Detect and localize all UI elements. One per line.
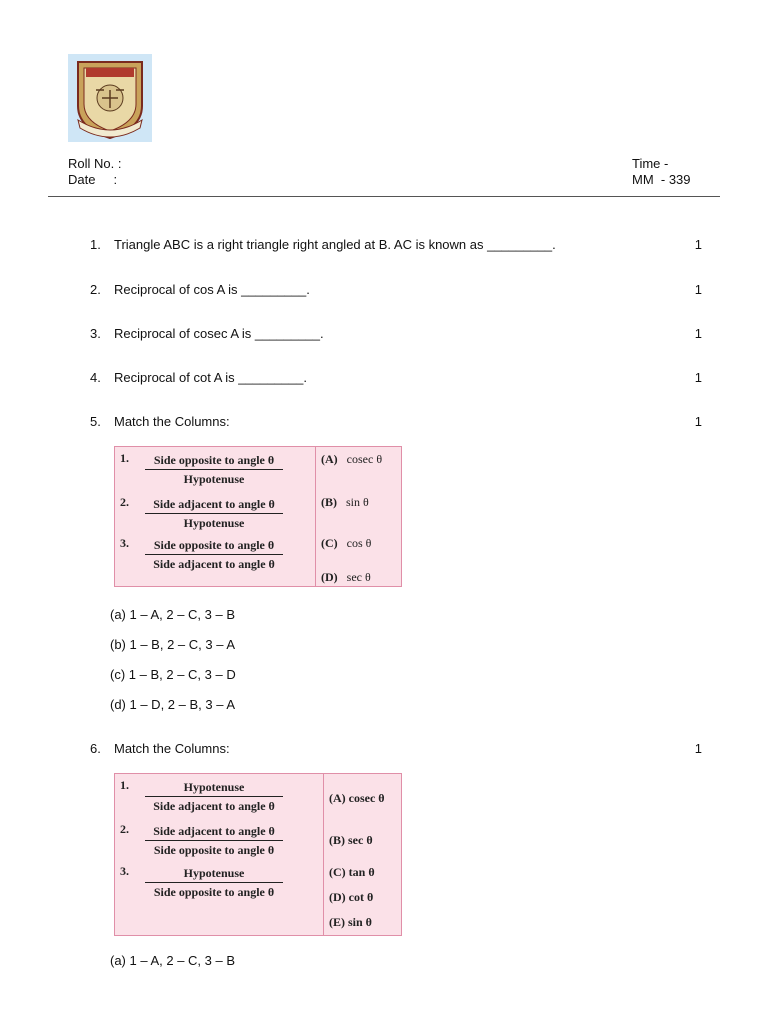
fraction-2 (145, 497, 283, 531)
fraction-1 (145, 780, 283, 814)
column-divider (315, 447, 316, 586)
question-text: Reciprocal of cot A is _________. (114, 370, 307, 385)
roll-no-label: Roll No. : (68, 156, 122, 171)
fraction-3 (145, 866, 283, 900)
question-marks: 1 (694, 326, 702, 341)
answer-option-d[interactable]: (d) 1 – D, 2 – B, 3 – A (110, 697, 236, 712)
match-table-2 (114, 773, 402, 936)
question-marks: 1 (694, 741, 702, 756)
question-number: 5. (90, 414, 101, 429)
option-item: (B) sec θ (329, 833, 373, 847)
question-text: Match the Columns: (114, 741, 230, 756)
question-number: 4. (90, 370, 101, 385)
time-label: Time - (632, 156, 669, 171)
fraction-numerator: Side opposite to angle θ (145, 453, 283, 470)
answer-option-a[interactable]: (a) 1 – A, 2 – C, 3 – B (110, 953, 236, 968)
row-number: 2. (120, 495, 129, 509)
option-item: (A) cosec θ (321, 452, 383, 466)
option-item: (C) tan θ (329, 865, 375, 879)
row-number: 1. (120, 451, 129, 465)
option-item: (D) sec θ (321, 570, 371, 584)
crest-icon (68, 54, 152, 142)
fraction-denominator: Side adjacent to angle θ (153, 557, 275, 571)
fraction-denominator: Side opposite to angle θ (153, 843, 275, 857)
fraction-numerator: Side adjacent to angle θ (145, 497, 283, 514)
option-item: (E) sin θ (329, 915, 372, 929)
fraction-numerator: Hypotenuse (145, 866, 283, 883)
column-divider (323, 774, 324, 935)
fraction-numerator: Side opposite to angle θ (145, 538, 283, 555)
fraction-numerator: Hypotenuse (145, 780, 283, 797)
question-text: Reciprocal of cosec A is _________. (114, 326, 324, 341)
fraction-denominator: Side adjacent to angle θ (153, 799, 275, 813)
question-marks: 1 (694, 237, 702, 252)
fraction-1 (145, 453, 283, 487)
question-number: 6. (90, 741, 101, 756)
question-number: 2. (90, 282, 101, 297)
question-marks: 1 (694, 414, 702, 429)
question-marks: 1 (694, 282, 702, 297)
fraction-numerator: Side adjacent to angle θ (145, 824, 283, 841)
question-text: Triangle ABC is a right triangle right angled at B. AC is known as _________. (114, 237, 556, 252)
fraction-denominator: Hypotenuse (183, 472, 245, 486)
option-item: (A) cosec θ (329, 791, 385, 805)
row-number: 3. (120, 536, 129, 550)
question-text: Match the Columns: (114, 414, 230, 429)
option-item: (B) sin θ (321, 495, 369, 509)
fraction-denominator: Hypotenuse (183, 516, 245, 530)
match-table-1 (114, 446, 402, 587)
question-text: Reciprocal of cos A is _________. (114, 282, 310, 297)
option-item: (D) cot θ (329, 890, 374, 904)
answer-option-a[interactable]: (a) 1 – A, 2 – C, 3 – B (110, 607, 236, 622)
row-number: 1. (120, 778, 129, 792)
row-number: 3. (120, 864, 129, 878)
answer-option-b[interactable]: (b) 1 – B, 2 – C, 3 – A (110, 637, 236, 652)
row-number: 2. (120, 822, 129, 836)
fraction-2 (145, 824, 283, 858)
answer-option-c[interactable]: (c) 1 – B, 2 – C, 3 – D (110, 667, 236, 682)
header-divider (48, 196, 720, 197)
question-number: 1. (90, 237, 101, 252)
fraction-3 (145, 538, 283, 572)
question-number: 3. (90, 326, 101, 341)
fraction-denominator: Side opposite to angle θ (153, 885, 275, 899)
question-marks: 1 (694, 370, 702, 385)
date-label: Date : (68, 172, 118, 187)
school-logo (68, 54, 152, 142)
option-item: (C) cos θ (321, 536, 372, 550)
max-marks-label: MM - 339 (632, 172, 691, 187)
